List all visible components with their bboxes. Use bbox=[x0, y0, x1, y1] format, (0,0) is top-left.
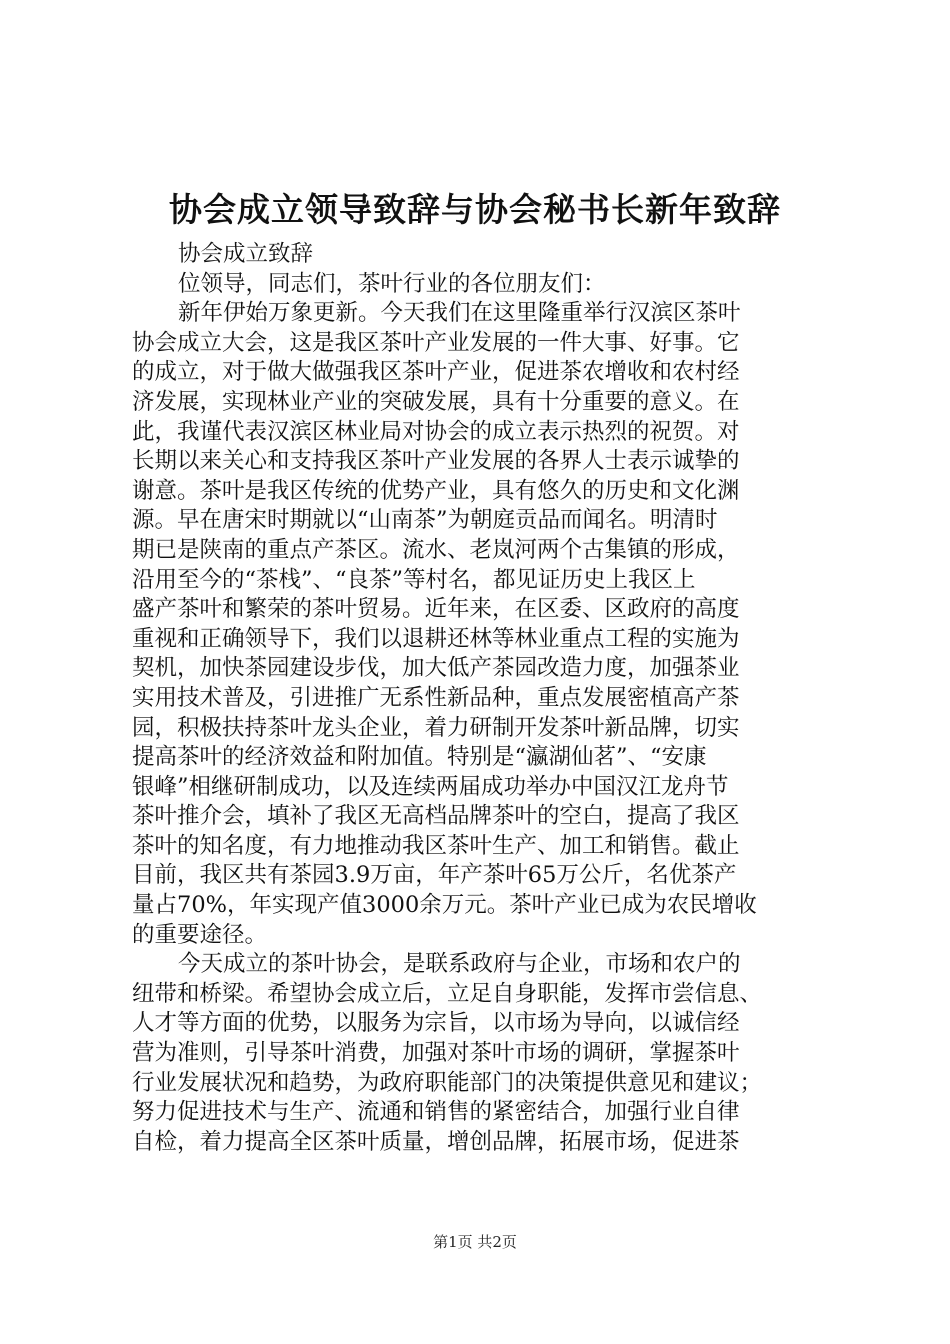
paragraph-line: 茶叶的知名度，有力地推动我区茶叶生产、加工和销售。截止 bbox=[132, 832, 740, 859]
paragraph-line: 期已是陕南的重点产茶区。流水、老岚河两个古集镇的形成， bbox=[132, 536, 740, 563]
paragraph-line: 茶叶推介会，填补了我区无高档品牌茶叶的空白，提高了我区 bbox=[132, 803, 740, 830]
paragraph-line: 园，积极扶持茶叶龙头企业，着力研制开发茶叶新品牌，切实 bbox=[132, 714, 740, 741]
paragraph-line: 契机，加快茶园建设步伐，加大低产茶园改造力度，加强茶业 bbox=[132, 655, 740, 682]
paragraph-line: 济发展，实现林业产业的突破发展，具有十分重要的意义。在 bbox=[132, 388, 740, 415]
salutation: 位领导，同志们，茶叶行业的各位朋友们： bbox=[178, 270, 606, 297]
paragraph-line: 谢意。茶叶是我区传统的优势产业，具有悠久的历史和文化渊 bbox=[132, 477, 740, 504]
paragraph-line: 今天成立的茶叶协会，是联系政府与企业，市场和农户的 bbox=[178, 951, 741, 978]
paragraph-line: 此，我谨代表汉滨区林业局对协会的成立表示热烈的祝贺。对 bbox=[132, 418, 740, 445]
paragraph-line: 长期以来关心和支持我区茶叶产业发展的各界人士表示诚挚的 bbox=[132, 448, 740, 475]
paragraph-line: 人才等方面的优势，以服务为宗旨，以市场为导向，以诚信经 bbox=[132, 1010, 740, 1037]
paragraph-line: 实用技术普及，引进推广无系性新品种，重点发展密植高产茶 bbox=[132, 684, 740, 711]
paragraph-line: 努力促进技术与生产、流通和销售的紧密结合，加强行业自律 bbox=[132, 1099, 740, 1126]
paragraph-line: 行业发展状况和趋势，为政府职能部门的决策提供意见和建议； bbox=[132, 1069, 763, 1096]
paragraph-line: 纽带和桥梁。希望协会成立后，立足自身职能，发挥市尝信息、 bbox=[132, 980, 763, 1007]
paragraph-line: 沿用至今的“茶栈”、“良茶”等村名，都见证历史上我区上 bbox=[132, 566, 696, 593]
paragraph-line: 的重要途径。 bbox=[132, 921, 268, 948]
paragraph-line: 营为准则，引导茶叶消费，加强对茶叶市场的调研，掌握茶叶 bbox=[132, 1040, 740, 1067]
section-heading: 协会成立致辞 bbox=[178, 241, 314, 267]
paragraph-line: 量占70%，年实现产值3000余万元。茶叶产业已成为农民增收 bbox=[132, 892, 757, 919]
paragraph-line: 新年伊始万象更新。今天我们在这里隆重举行汉滨区茶叶 bbox=[178, 300, 741, 327]
page-number-footer: 第1页 共2页 bbox=[433, 1233, 517, 1251]
paragraph-line: 银峰”相继研制成功，以及连续两届成功举办中国汉江龙舟节 bbox=[132, 773, 729, 800]
paragraph-line: 的成立，对于做大做强我区茶叶产业，促进茶农增收和农村经 bbox=[132, 359, 740, 386]
document-title: 协会成立领导致辞与协会秘书长新年致辞 bbox=[169, 190, 781, 229]
paragraph-line: 协会成立大会，这是我区茶叶产业发展的一件大事、好事。它 bbox=[132, 329, 740, 356]
document-body bbox=[132, 240, 822, 1157]
paragraph-line: 提高茶叶的经济效益和附加值。特别是“瀛湖仙茗”、“安康 bbox=[132, 744, 707, 771]
paragraph-line: 重视和正确领导下，我们以退耕还林等林业重点工程的实施为 bbox=[132, 625, 740, 652]
paragraph-line: 源。早在唐宋时期就以“山南茶”为朝庭贡品而闻名。明清时 bbox=[132, 507, 718, 534]
paragraph-line: 自检，着力提高全区茶叶质量，增创品牌，拓展市场，促进茶 bbox=[132, 1128, 740, 1155]
paragraph-line: 盛产茶叶和繁荣的茶叶贸易。近年来，在区委、区政府的高度 bbox=[132, 596, 740, 623]
paragraph-line: 目前，我区共有茶园3.9万亩，年产茶叶65万公斤，名优茶产 bbox=[132, 862, 737, 889]
